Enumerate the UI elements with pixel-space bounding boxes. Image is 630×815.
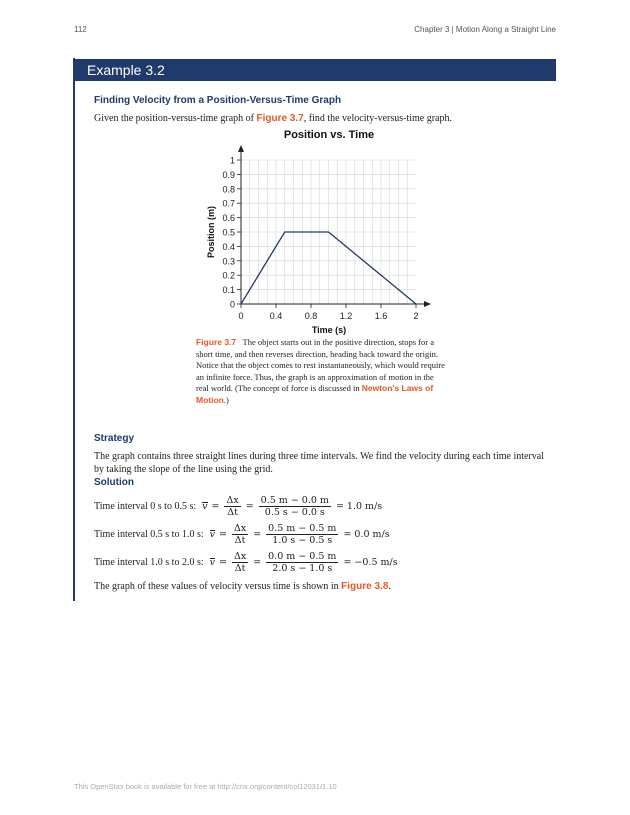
interval-label: Time interval 1.0 s to 2.0 s:: [94, 556, 204, 568]
strategy-text: The graph contains three straight lines during three time intervals. We find the velocity during each time interval by taking the slope of the line using the grid.: [94, 451, 544, 475]
closing-text-end: .: [388, 581, 391, 592]
x-axis-label: Time (s): [311, 325, 347, 335]
fraction-numerator: 0.5 m − 0.0 m: [260, 494, 329, 506]
equals-sign: =: [253, 528, 262, 540]
newtons-laws-link[interactable]: Newton's Laws of Motion: [196, 383, 434, 405]
velocity-equation: [208, 551, 400, 574]
equals-sign: =: [219, 556, 227, 568]
x-tick-label: 1.2: [339, 311, 353, 321]
fraction-denominator: Δt: [227, 506, 238, 518]
intro-text: Given the position-versus-time graph of: [94, 113, 257, 124]
fraction-denominator: 1.0 s − 0.5 s: [272, 534, 333, 546]
interval-label: Time interval 0.5 s to 1.0 s:: [94, 528, 204, 540]
delta-fraction: [232, 523, 248, 546]
y-tick-label: 0.3: [222, 256, 235, 267]
velocity-result: = −0.5 m/s: [343, 556, 398, 568]
interval-row-2: [94, 522, 392, 546]
fraction-numerator: Δx: [233, 522, 247, 534]
y-tick-label: 0: [229, 299, 235, 310]
chapter-header: Chapter 3 | Motion Along a Straight Line: [414, 25, 556, 34]
interval-row-1: [94, 494, 384, 518]
y-tick-label: 0.6: [222, 213, 235, 224]
x-tick-label: 0.8: [304, 311, 318, 321]
y-tick-label: 0.5: [222, 227, 235, 238]
fraction-denominator: 0.5 s − 0.0 s: [264, 506, 325, 518]
intro-paragraph: [94, 112, 546, 125]
velocity-result: = 1.0 m/s: [335, 500, 383, 512]
x-tick-label: 0.4: [269, 311, 283, 321]
fraction-numerator: Δx: [233, 550, 247, 562]
delta-fraction: [224, 495, 240, 518]
x-axis-arrow: [424, 301, 431, 307]
caption-label[interactable]: Figure 3.7: [196, 337, 237, 347]
page-number: 112: [74, 25, 87, 34]
closing-text: The graph of these values of velocity versus time is shown in: [94, 581, 342, 592]
average-velocity-symbol: v: [209, 528, 216, 540]
value-fraction: [259, 495, 331, 518]
solution-heading: Solution: [94, 477, 134, 488]
y-tick-label: 0.1: [222, 285, 235, 296]
example-heading: Finding Velocity from a Position-Versus-Time Graph: [94, 95, 342, 106]
average-velocity-symbol: v: [202, 500, 208, 512]
y-tick-label: 0.8: [222, 184, 235, 195]
equals-sign: =: [219, 528, 227, 540]
velocity-equation: [200, 495, 384, 518]
position-time-figure: [196, 125, 446, 340]
velocity-equation: [208, 523, 392, 546]
closing-paragraph: [94, 580, 546, 593]
y-axis-label: Position (m): [206, 206, 216, 258]
value-fraction: [266, 551, 338, 574]
fraction-denominator: Δt: [234, 562, 246, 574]
example-title-bar: [73, 59, 556, 81]
equals-sign: =: [253, 556, 262, 568]
value-fraction: [266, 523, 338, 546]
figure-caption: [196, 337, 448, 406]
strategy-heading: Strategy: [94, 433, 135, 444]
caption-end: .): [223, 394, 229, 405]
example-title: Example 3.2: [87, 62, 165, 78]
x-tick-label: 1.6: [374, 311, 388, 321]
intro-text-end: , find the velocity-versus-time graph.: [303, 113, 453, 124]
position-time-chart: [196, 125, 446, 340]
x-tick-label: 2: [413, 311, 419, 321]
equals-sign: =: [245, 500, 254, 512]
chart-title: Position vs. Time: [283, 129, 375, 141]
y-tick-label: 0.2: [222, 270, 235, 281]
average-velocity-symbol: v: [209, 556, 216, 568]
y-axis-arrow: [238, 145, 244, 152]
figure-3-7-link[interactable]: Figure 3.7: [256, 113, 304, 124]
fraction-denominator: Δt: [234, 534, 246, 546]
caption-text: The object starts out in the positive direction, stops for a short time, and then reverses direction, heading back toward the origin. Notice that the object comes to rest instantaneously, which would require an infinite force. Thus, the graph is an approximation of motion in the real world. (The concept of force is discussed in: [196, 337, 445, 393]
x-tick-label: 0: [238, 311, 244, 321]
figure-3-8-link[interactable]: Figure 3.8: [341, 581, 389, 592]
y-tick-label: 0.7: [222, 198, 235, 209]
y-tick-label: 1: [229, 155, 235, 166]
delta-fraction: [232, 551, 248, 574]
y-tick-label: 0.4: [222, 241, 235, 252]
y-tick-label: 0.9: [222, 169, 235, 180]
footer-note: This OpenStax book is available for free at http://cnx.org/content/col12031/1.10: [74, 782, 337, 791]
velocity-result: = 0.0 m/s: [343, 528, 390, 540]
fraction-numerator: 0.0 m − 0.5 m: [268, 550, 337, 562]
fraction-numerator: 0.5 m − 0.5 m: [268, 522, 337, 534]
equals-sign: =: [211, 500, 220, 512]
fraction-denominator: 2.0 s − 1.0 s: [272, 562, 333, 574]
fraction-numerator: Δx: [226, 494, 239, 506]
interval-label: Time interval 0 s to 0.5 s:: [94, 500, 197, 512]
interval-row-3: [94, 550, 400, 574]
